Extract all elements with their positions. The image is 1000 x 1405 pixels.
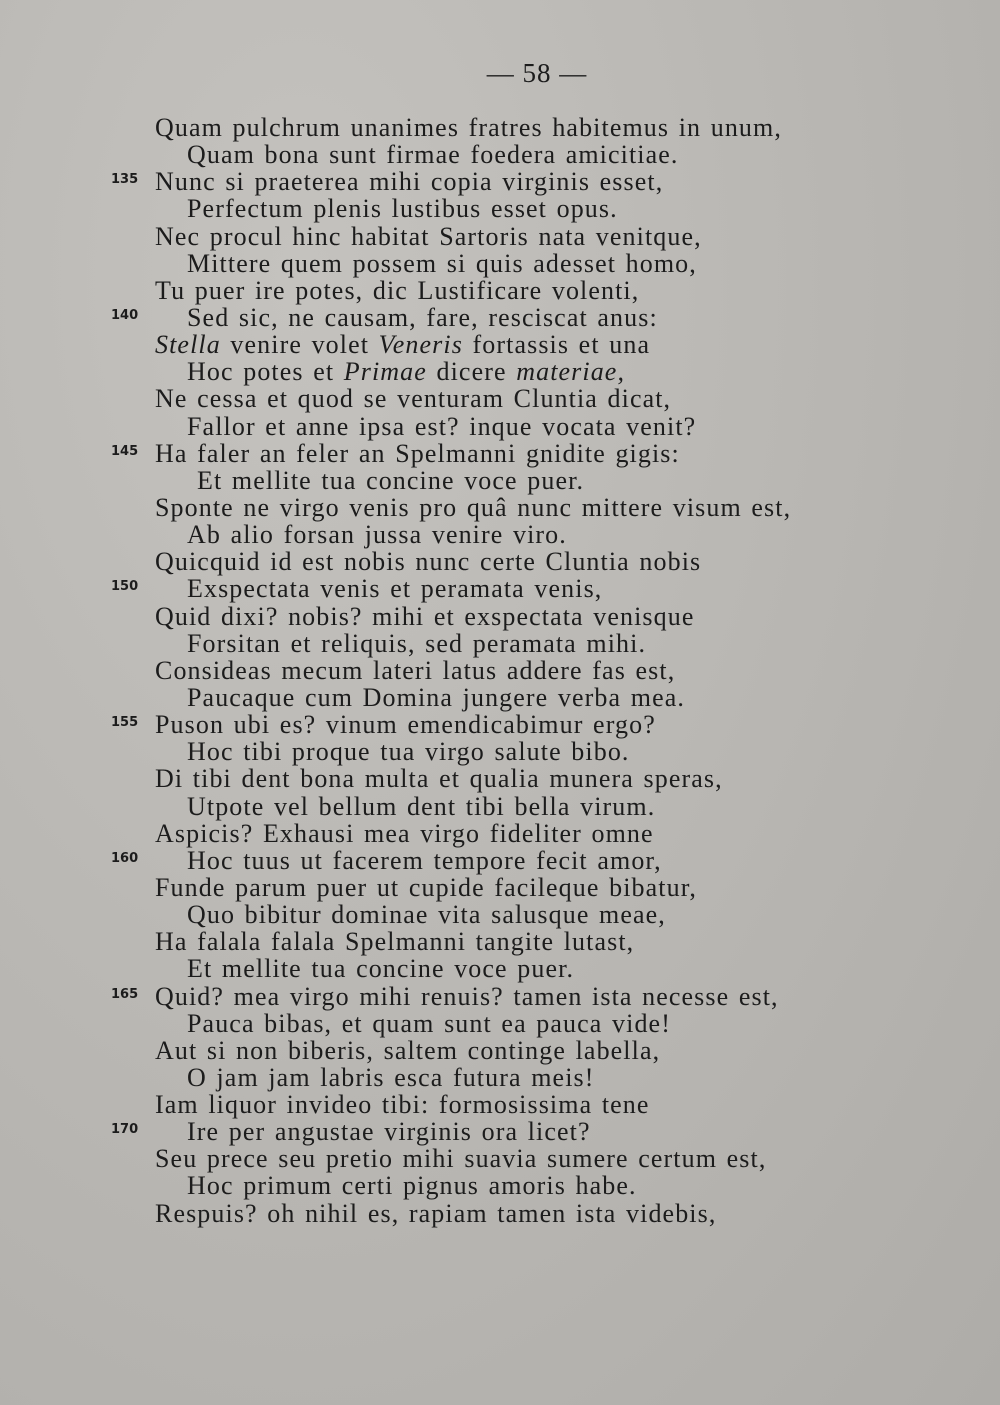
verse-line [0, 195, 1000, 222]
verse-line [0, 657, 1000, 684]
verse-line [0, 413, 1000, 440]
verse-text: Di tibi dent bona multa et qualia munera speras, [155, 764, 723, 794]
italic-word: Stella [155, 330, 221, 360]
verse-line [0, 304, 1000, 331]
italic-word: materiae, [516, 357, 626, 387]
verse-text: Hoc primum certi pignus amoris habe. [187, 1171, 637, 1201]
verse-text: Nunc si praeterea mihi copia virginis esset, [155, 167, 664, 197]
verse-text: O jam jam labris esca futura meis! [187, 1062, 595, 1092]
verse-line [0, 277, 1000, 304]
verse-line [0, 141, 1000, 168]
verse-line [0, 1172, 1000, 1199]
verse-text: Perfectum plenis lustibus esset opus. [187, 194, 618, 224]
line-number: 165 [111, 986, 139, 1002]
verse-line [0, 114, 1000, 141]
verse-text: Et mellite tua concine voce puer. [187, 954, 575, 984]
verse-line [0, 630, 1000, 657]
line-number: 155 [111, 715, 139, 731]
verse-text: Quicquid id est nobis nunc certe Cluntia nobis [155, 547, 702, 577]
verse-line [0, 983, 1000, 1010]
verse-segment: fortassis et una [462, 330, 651, 360]
verse-text: Exspectata venis et peramata venis, [187, 574, 603, 604]
verse-line [0, 820, 1000, 847]
verse-line [0, 358, 1000, 385]
verse-text [187, 358, 625, 385]
line-number: 170 [111, 1122, 139, 1138]
page-number: — 58 — [486, 58, 588, 88]
verse-text: Ha falala falala Spelmanni tangite lutast, [155, 927, 635, 957]
verse-text: Quam pulchrum unanimes fratres habitemus in unum, [155, 113, 782, 142]
verse-line [0, 1145, 1000, 1172]
verse-text: Fallor et anne ipsa est? inque vocata venit? [187, 411, 697, 441]
verse-text: Hoc tibi proque tua virgo salute bibo. [187, 737, 630, 767]
verse-line [0, 847, 1000, 874]
verse-line [0, 1118, 1000, 1145]
verse-line [0, 1037, 1000, 1064]
verse-line [0, 901, 1000, 928]
italic-word: Veneris [378, 330, 463, 360]
verse-text: Seu prece seu pretio mihi suavia sumere certum est, [155, 1144, 767, 1174]
verse-text: Mittere quem possem si quis adesset homo, [187, 248, 697, 278]
verse-text: Ire per angustae virginis ora licet? [187, 1117, 591, 1147]
verse-line [0, 168, 1000, 195]
verse-text [155, 331, 650, 358]
verse-segment: venire volet [220, 330, 379, 360]
verse-line [0, 575, 1000, 602]
verse-text: Aspicis? Exhausi mea virgo fideliter omne [155, 818, 654, 848]
verse-text: Ha faler an feler an Spelmanni gnidite gigis: [155, 438, 680, 468]
line-number: 145 [111, 443, 139, 459]
verse-line [0, 521, 1000, 548]
verse-text: Funde parum puer ut cupide facileque bibatur, [155, 872, 698, 902]
poem-body [0, 114, 1000, 1227]
line-number: 140 [111, 307, 139, 323]
verse-line [0, 1200, 1000, 1227]
verse-text: Forsitan et reliquis, sed peramata mihi. [187, 628, 647, 658]
verse-text: Sponte ne virgo venis pro quâ nunc mittere visum est, [155, 492, 792, 522]
verse-text: Pauca bibas, et quam sunt ea pauca vide! [187, 1008, 671, 1038]
verse-text: Quid? mea virgo mihi renuis? tamen ista necesse est, [155, 981, 779, 1011]
verse-text: Ne cessa et quod se venturam Cluntia dicat, [155, 384, 672, 414]
line-number: 160 [111, 850, 139, 866]
verse-line [0, 1064, 1000, 1091]
verse-line [0, 603, 1000, 630]
verse-text: Consideas mecum lateri latus addere fas est, [155, 655, 676, 685]
verse-text: Et mellite tua concine voce puer. [197, 465, 585, 495]
verse-text: Ab alio forsan jussa venire viro. [187, 520, 567, 550]
verse-line [0, 440, 1000, 467]
verse-text: Hoc tuus ut facerem tempore fecit amor, [187, 845, 662, 875]
verse-line [0, 928, 1000, 955]
verse-text: Respuis? oh nihil es, rapiam tamen ista videbis, [155, 1198, 717, 1228]
verse-text: Utpote vel bellum dent tibi bella virum. [187, 791, 656, 821]
verse-text: Puson ubi es? vinum emendicabimur ergo? [155, 710, 656, 740]
verse-line [0, 765, 1000, 792]
verse-segment: Hoc potes et [187, 357, 344, 387]
verse-line [0, 467, 1000, 494]
verse-text: Tu puer ire potes, dic Lustificare volenti, [155, 275, 640, 305]
verse-segment: dicere [426, 357, 517, 387]
verse-line [0, 1091, 1000, 1118]
line-number: 150 [111, 579, 139, 595]
verse-line [0, 250, 1000, 277]
verse-text: Nec procul hinc habitat Sartoris nata venitque, [155, 221, 702, 251]
verse-text: Paucaque cum Domina jungere verba mea. [187, 682, 685, 712]
verse-line [0, 711, 1000, 738]
verse-text: Sed sic, ne causam, fare, resciscat anus: [187, 302, 658, 332]
verse-text: Aut si non biberis, saltem continge labella, [155, 1035, 661, 1065]
verse-line [0, 874, 1000, 901]
verse-line [0, 494, 1000, 521]
verse-text: Iam liquor invideo tibi: formosissima tene [155, 1090, 650, 1120]
verse-line [0, 223, 1000, 250]
verse-line [0, 955, 1000, 982]
verse-line [0, 684, 1000, 711]
verse-line [0, 548, 1000, 575]
verse-line [0, 385, 1000, 412]
italic-word: Primae [343, 357, 427, 387]
line-number: 135 [111, 172, 139, 188]
verse-text: Quid dixi? nobis? mihi et exspectata venisque [155, 601, 695, 631]
verse-line [0, 331, 1000, 358]
verse-line [0, 1010, 1000, 1037]
verse-text: Quo bibitur dominae vita salusque meae, [187, 900, 666, 930]
verse-line [0, 738, 1000, 765]
verse-line [0, 793, 1000, 820]
verse-text: Quam bona sunt firmae foedera amicitiae. [187, 140, 679, 170]
